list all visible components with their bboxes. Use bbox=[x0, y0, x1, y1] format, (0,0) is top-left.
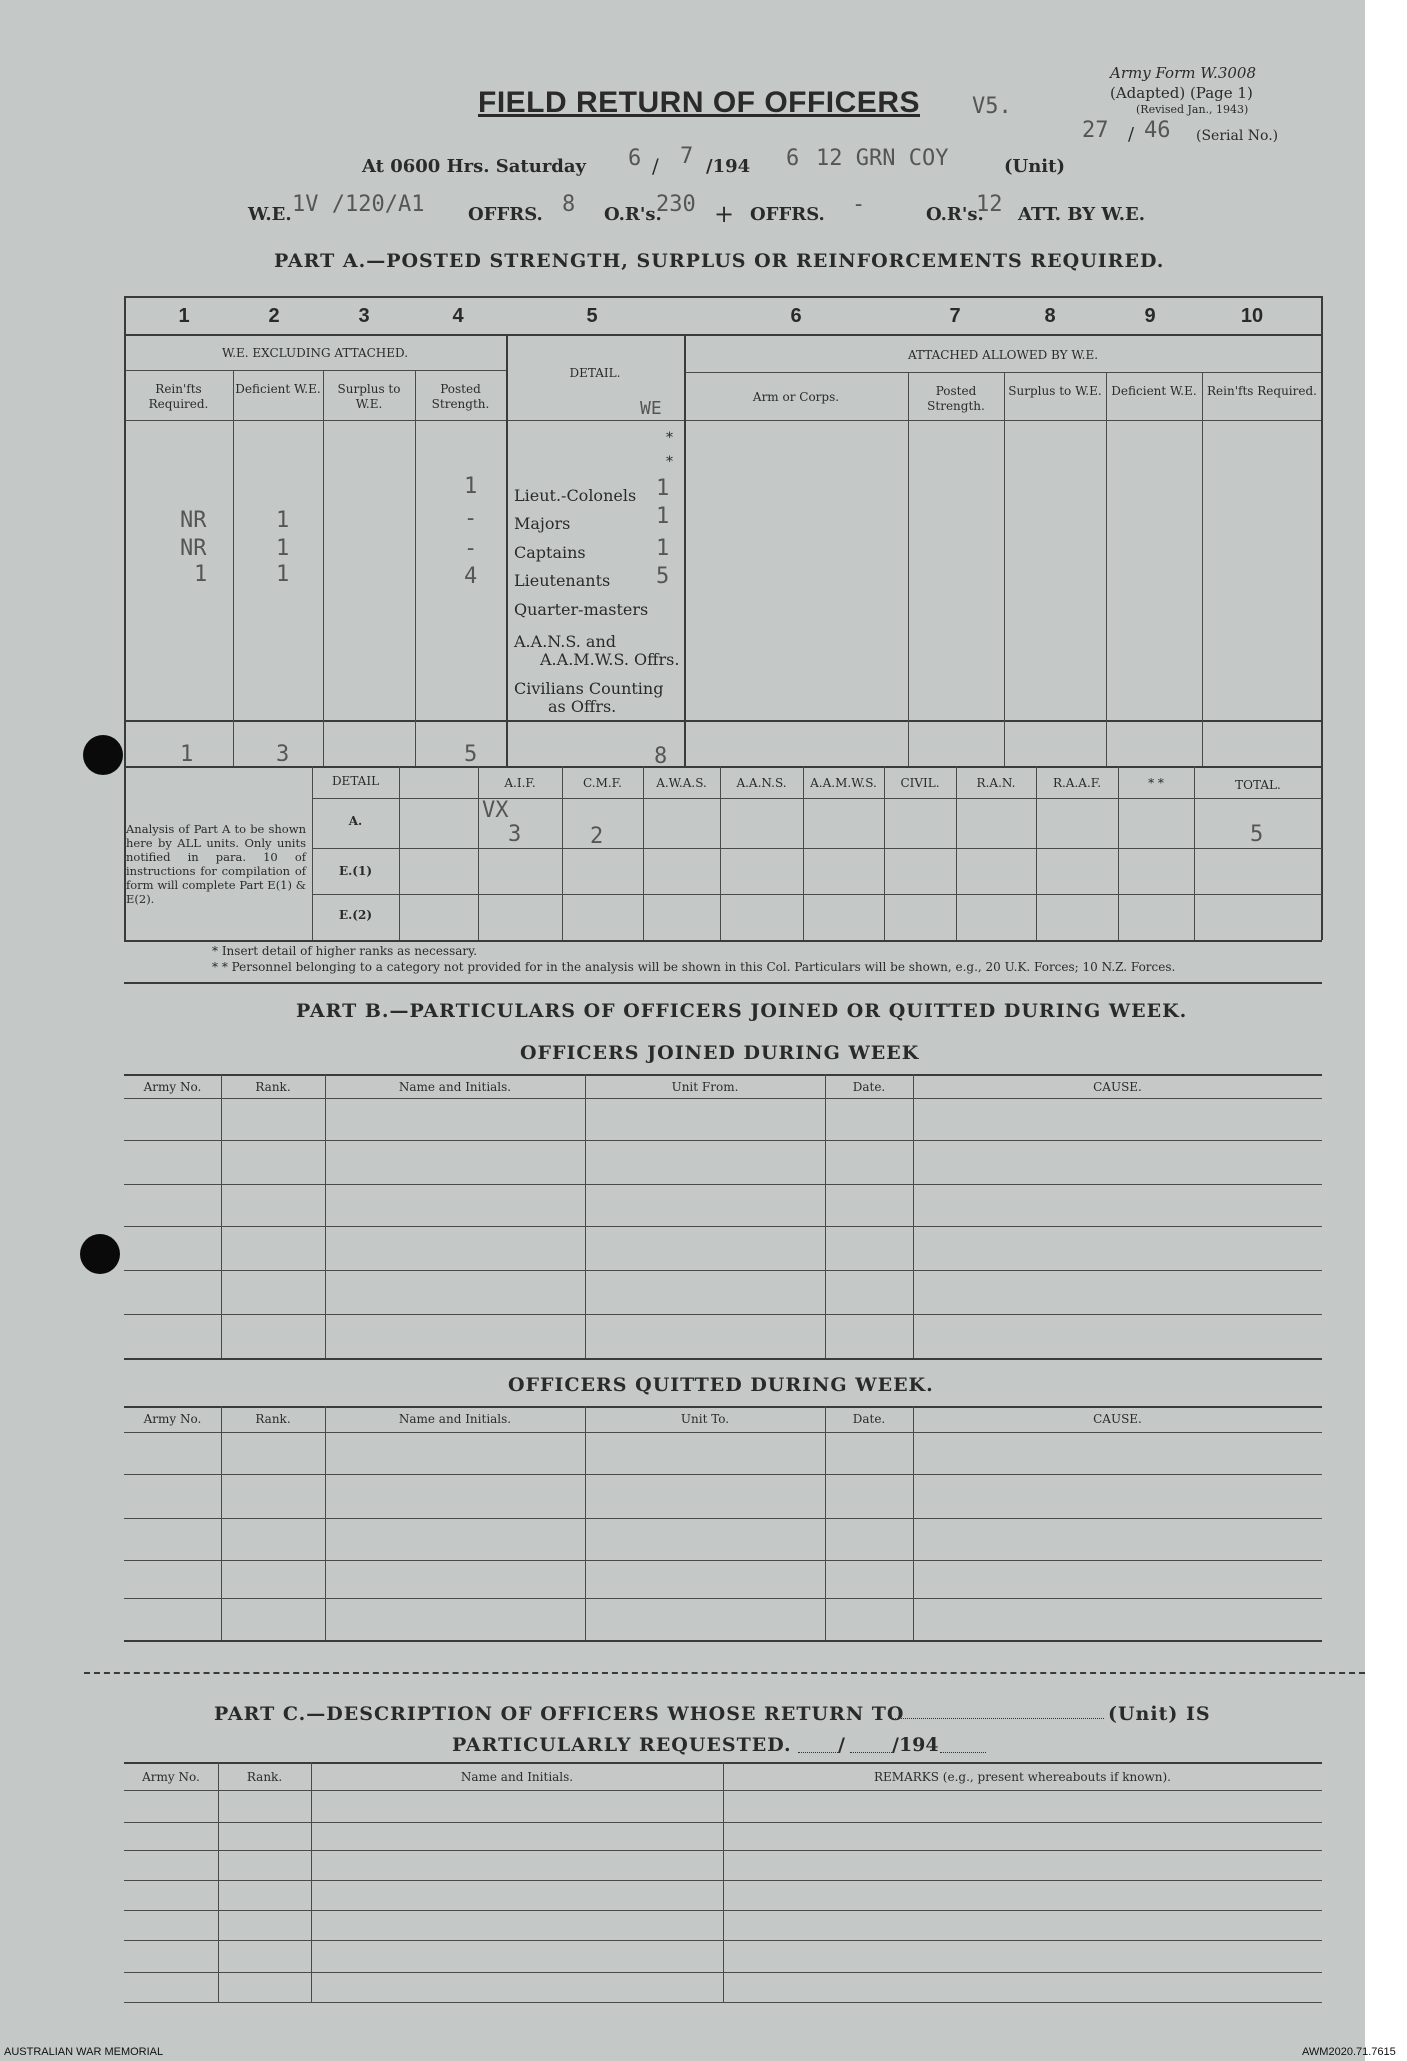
rank-quarter-masters: Quarter-masters bbox=[514, 600, 649, 619]
analysis-header-awas: A.W.A.S. bbox=[656, 776, 707, 790]
part-c-date-sep: / bbox=[838, 1734, 845, 1756]
col-number: 3 bbox=[358, 305, 370, 327]
analysis-row-e2: E.(2) bbox=[338, 908, 373, 922]
serial-year: 46 bbox=[1144, 118, 1171, 143]
offrs2-value: - bbox=[852, 192, 866, 217]
deficient-value-cell: 1 bbox=[276, 508, 290, 533]
total-reinf: 1 bbox=[180, 742, 194, 767]
part-c-year-blank bbox=[940, 1752, 986, 1753]
joined-title: OFFICERS JOINED DURING WEEK bbox=[520, 1042, 920, 1064]
unit-label: (Unit) bbox=[1004, 156, 1065, 177]
part-c-header-remarks: REMARKS (e.g., present whereabouts if known). bbox=[874, 1770, 1171, 1784]
joined-header-date: Date. bbox=[852, 1080, 886, 1094]
date-prefix: At 0600 Hrs. Saturday bbox=[362, 156, 587, 177]
rank-majors: Majors bbox=[514, 514, 571, 533]
analysis-header-raaf: R.A.A.F. bbox=[1052, 776, 1102, 790]
analysis-header-cmf: C.M.F. bbox=[583, 776, 622, 790]
header-posted: Posted Strength. bbox=[431, 382, 490, 411]
serial-sep: / bbox=[1128, 124, 1135, 145]
we-value-cell: 1 bbox=[656, 476, 670, 501]
analysis-header-ran: R.A.N. bbox=[976, 776, 1016, 790]
part-c-date-blank bbox=[798, 1752, 840, 1753]
we-value: 1V /120/A1 bbox=[292, 192, 425, 217]
col-number: 5 bbox=[586, 305, 598, 327]
analysis-header-aans: A.A.N.S. bbox=[736, 776, 787, 790]
date-month: 7 bbox=[680, 144, 694, 169]
quitted-title: OFFICERS QUITTED DURING WEEK. bbox=[508, 1374, 934, 1396]
header-reinfts: Rein'fts Required. bbox=[148, 382, 209, 411]
quitted-header-cause: CAUSE. bbox=[1093, 1412, 1142, 1426]
analysis-row-a: A. bbox=[348, 814, 363, 828]
we-excluding-header: W.E. EXCLUDING ATTACHED. bbox=[221, 346, 409, 360]
date-day: 6 bbox=[628, 146, 642, 171]
detail-header: DETAIL. bbox=[569, 366, 621, 380]
analysis-header-detail: DETAIL bbox=[331, 774, 380, 788]
quitted-header-name: Name and Initials. bbox=[398, 1412, 512, 1426]
footnote-2: * * Personnel belonging to a category not provided for in the analysis will be shown in this Col. Particulars will be shown, e.g., 20 U.K. Forces; 10 N.Z. Forces. bbox=[212, 960, 1176, 974]
part-c-unit-blank bbox=[892, 1718, 1104, 1719]
we-value-cell: 5 bbox=[656, 564, 670, 589]
joined-header-rank: Rank. bbox=[255, 1080, 291, 1094]
date-year-prefix: /194 bbox=[706, 156, 751, 177]
part-c-header-name: Name and Initials. bbox=[460, 1770, 574, 1784]
we-value-cell: 1 bbox=[656, 536, 670, 561]
joined-header-name: Name and Initials. bbox=[398, 1080, 512, 1094]
star-mark: * bbox=[666, 430, 673, 446]
footer-institution: AUSTRALIAN WAR MEMORIAL bbox=[4, 2046, 164, 2058]
col-number: 9 bbox=[1144, 305, 1156, 327]
header-att-reinfts: Rein'fts Required. bbox=[1207, 384, 1317, 398]
punch-hole-top bbox=[83, 735, 123, 775]
posted-value-cell: 1 bbox=[464, 474, 478, 499]
rank-lieut-colonels: Lieut.-Colonels bbox=[514, 486, 637, 505]
unit-value: 12 GRN COY bbox=[816, 146, 949, 171]
deficient-value-cell: 1 bbox=[276, 536, 290, 561]
offrs-label: OFFRS. bbox=[468, 204, 543, 225]
joined-header-unit-from: Unit From. bbox=[671, 1080, 739, 1094]
part-b-title: PART B.—PARTICULARS OF OFFICERS JOINED OR QUITTED DURING WEEK. bbox=[296, 1000, 1188, 1022]
header-att-surplus: Surplus to W.E. bbox=[1008, 384, 1102, 398]
joined-header-army-no: Army No. bbox=[143, 1080, 202, 1094]
col-number: 4 bbox=[452, 305, 464, 327]
cmf-value: 2 bbox=[590, 824, 604, 849]
header-surplus: Surplus to W.E. bbox=[337, 382, 401, 411]
header-arm-corps: Arm or Corps. bbox=[752, 390, 840, 404]
form-title: FIELD RETURN OF OFFICERS bbox=[478, 86, 920, 119]
col-number: 1 bbox=[178, 305, 190, 327]
deficient-value-cell: 1 bbox=[276, 562, 290, 587]
attached-allowed-header: ATTACHED ALLOWED BY W.E. bbox=[907, 348, 1099, 362]
ors-label: O.R's. bbox=[604, 204, 662, 225]
part-c-header-army-no: Army No. bbox=[142, 1770, 200, 1784]
offrs-value: 8 bbox=[562, 192, 576, 217]
part-c-title-suffix: (Unit) IS bbox=[1108, 1703, 1211, 1725]
col-number: 10 bbox=[1240, 305, 1264, 327]
reinf-value-cell: 1 bbox=[194, 562, 208, 587]
header-att-deficient: Deficient W.E. bbox=[1111, 384, 1197, 398]
part-c-title-prefix: PART C.—DESCRIPTION OF OFFICERS WHOSE RETURN TO bbox=[214, 1703, 905, 1725]
part-a-title: PART A.—POSTED STRENGTH, SURPLUS OR REINFORCEMENTS REQUIRED. bbox=[274, 250, 1165, 272]
total-value: 5 bbox=[1250, 822, 1264, 847]
tear-line bbox=[84, 1672, 1365, 1674]
title-mark: V5. bbox=[972, 94, 1012, 119]
col-number: 7 bbox=[949, 305, 961, 327]
analysis-header-civil: CIVIL. bbox=[900, 776, 940, 790]
plus-sign: + bbox=[714, 200, 735, 228]
ors2-value: 12 bbox=[976, 192, 1003, 217]
col-number: 8 bbox=[1044, 305, 1056, 327]
form-adapted: (Adapted) (Page 1) bbox=[1110, 84, 1253, 102]
rank-aans: A.A.N.S. and bbox=[514, 632, 616, 651]
rank-lieutenants: Lieutenants bbox=[514, 571, 611, 590]
posted-value-cell: 4 bbox=[464, 564, 478, 589]
header-att-posted: Posted Strength. bbox=[927, 384, 985, 413]
offrs2-label: OFFRS. bbox=[750, 204, 825, 225]
posted-value-cell: - bbox=[464, 506, 478, 531]
we-label: W.E. bbox=[248, 204, 292, 225]
footer-accession: AWM2020.71.7615 bbox=[1302, 2046, 1396, 2058]
analysis-header-total: TOTAL. bbox=[1235, 778, 1281, 792]
date-sep: / bbox=[652, 154, 659, 178]
quitted-header-date: Date. bbox=[852, 1412, 886, 1426]
rank-civilians: Civilians Counting bbox=[514, 679, 664, 698]
form-number: Army Form W.3008 bbox=[1110, 64, 1256, 82]
posted-value-cell: - bbox=[464, 536, 478, 561]
analysis-header-aamws: A.A.M.W.S. bbox=[810, 776, 877, 790]
att-label: ATT. BY W.E. bbox=[1018, 204, 1146, 225]
total-detail: 8 bbox=[654, 744, 668, 769]
part-c-line2: PARTICULARLY REQUESTED. bbox=[452, 1734, 792, 1756]
aif-count: 3 bbox=[508, 822, 522, 847]
total-deficient: 3 bbox=[276, 742, 290, 767]
col-number: 6 bbox=[790, 305, 802, 327]
quitted-header-rank: Rank. bbox=[255, 1412, 291, 1426]
analysis-header-other: * * bbox=[1148, 776, 1164, 790]
we-value-cell: 1 bbox=[656, 504, 670, 529]
star-mark: * bbox=[666, 454, 673, 470]
form-revised: (Revised Jan., 1943) bbox=[1136, 103, 1249, 116]
punch-hole-bottom bbox=[80, 1234, 120, 1274]
reinf-value-cell: NR bbox=[180, 536, 207, 561]
header-deficient: Deficient W.E. bbox=[235, 382, 321, 396]
reinf-value-cell: NR bbox=[180, 508, 207, 533]
we-mark: WE bbox=[640, 398, 662, 419]
ors2-label: O.R's. bbox=[926, 204, 984, 225]
col-number: 2 bbox=[268, 305, 280, 327]
part-c-header-rank: Rank. bbox=[246, 1770, 283, 1784]
rank-as-offrs: as Offrs. bbox=[548, 697, 617, 716]
date-year-digit: 6 bbox=[786, 146, 800, 171]
part-c-date-year: /194 bbox=[892, 1734, 939, 1756]
ors-value: 230 bbox=[656, 192, 696, 217]
total-posted: 5 bbox=[464, 742, 478, 767]
quitted-header-unit-to: Unit To. bbox=[680, 1412, 730, 1426]
quitted-header-army-no: Army No. bbox=[143, 1412, 202, 1426]
serial-value: 27 bbox=[1082, 118, 1109, 143]
serial-label: (Serial No.) bbox=[1196, 128, 1279, 144]
rank-aamws: A.A.M.W.S. Offrs. bbox=[540, 650, 680, 669]
analysis-row-e1: E.(1) bbox=[338, 864, 373, 878]
rank-captains: Captains bbox=[514, 543, 586, 562]
aif-value: VX bbox=[482, 798, 509, 823]
part-c-month-blank bbox=[850, 1752, 892, 1753]
footnote-1: * Insert detail of higher ranks as necessary. bbox=[212, 944, 478, 958]
analysis-note: Analysis of Part A to be shown here by ALL units. Only units notified in para. 10 of instructions for compilation of form will complete Part E(1) & E(2). bbox=[126, 822, 306, 906]
joined-header-cause: CAUSE. bbox=[1093, 1080, 1142, 1094]
analysis-header-aif: A.I.F. bbox=[504, 776, 536, 790]
